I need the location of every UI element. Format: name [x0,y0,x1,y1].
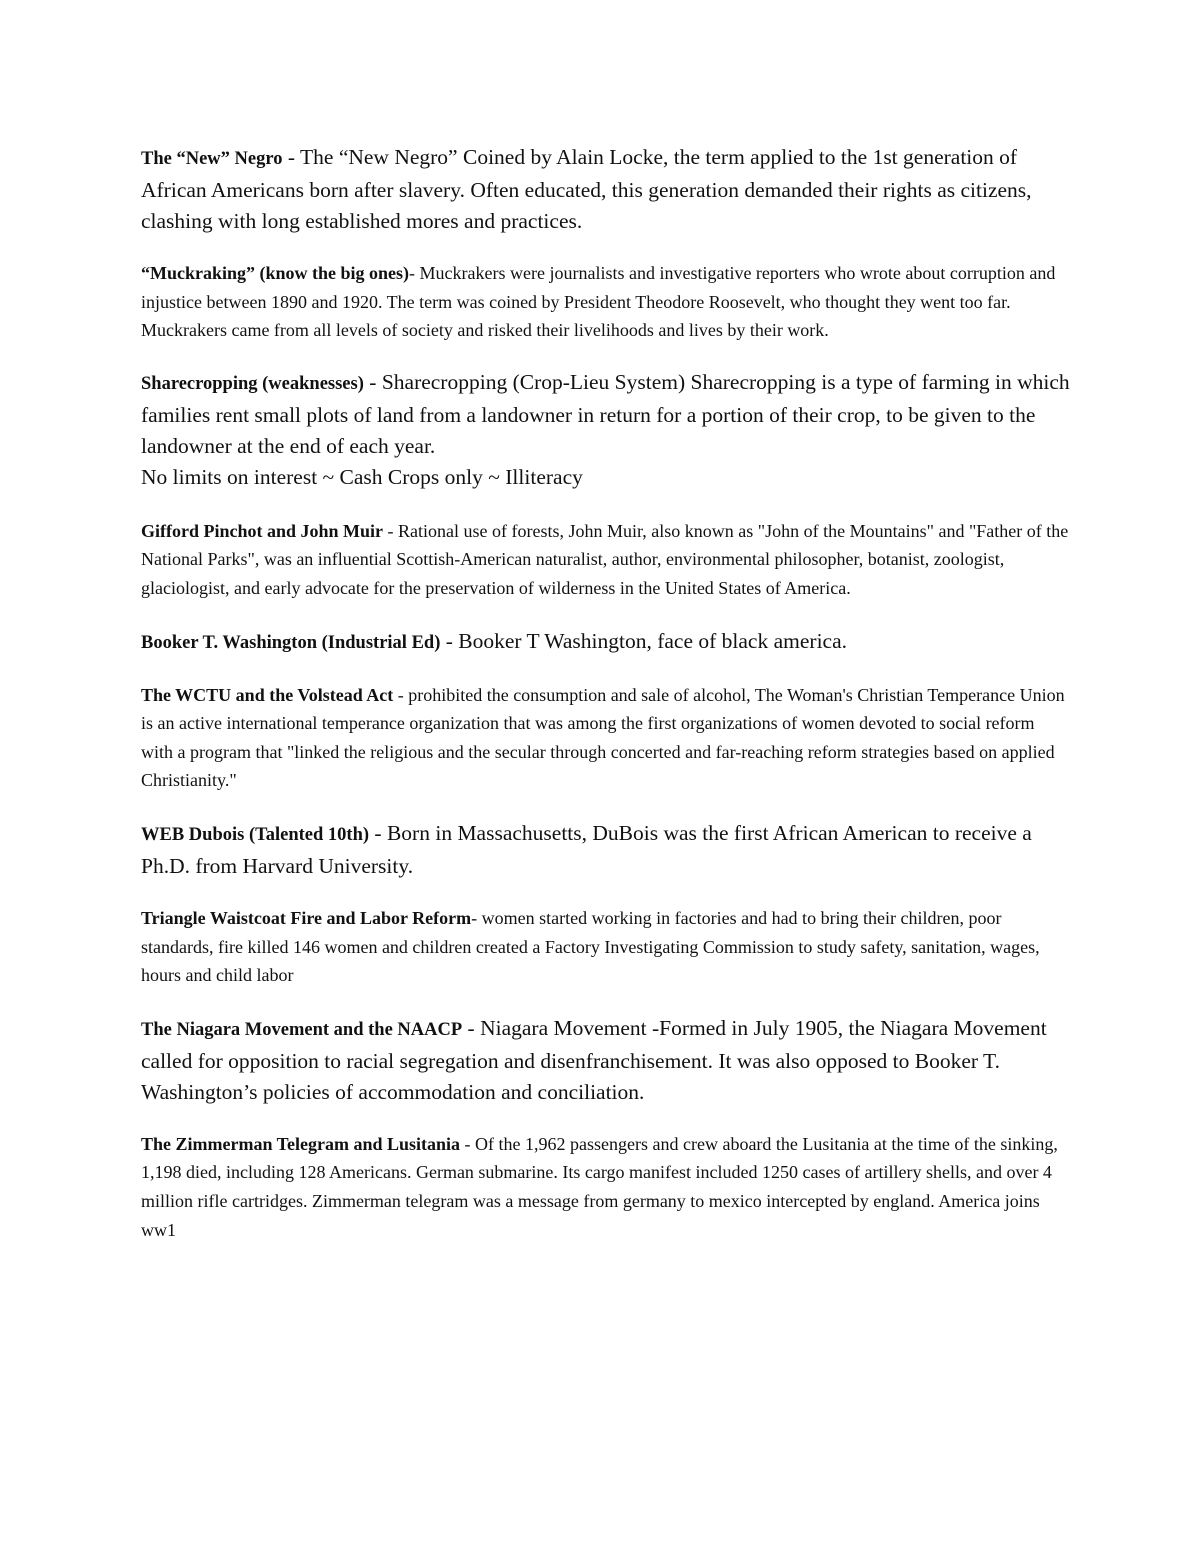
entry-text: Booker T Washington, face of black america. [458,628,848,653]
entry-term: WEB Dubois (Talented 10th) [141,824,370,845]
document-body [141,142,1071,1244]
entry-term: Sharecropping (weaknesses) [141,373,364,394]
entry-separator: - [393,684,409,705]
entry-text: women started working in factories and had to bring their children, poor standards, fire killed 146 women and children created a Factory Investigating Commission to study safety, sanitation, wages, hours and child labor [141,907,1040,986]
entry-term: The WCTU and the Volstead Act [141,684,394,705]
entry-wctu-volstead [141,681,1071,795]
entry-muckraking [141,259,1071,345]
entry-text: Of the 1,962 passengers and crew aboard the Lusitania at the time of the sinking, 1,198 died, including 128 Americans. German submarine. Its cargo manifest included 1250 cases of artillery shells, and over 4 million rifle cartridges. Zimmerman telegram was a message from germany to mexico intercepted by england. America joins ww1 [141,1133,1058,1240]
entry-text: Muckrakers were journalists and investigative reporters who wrote about corruption and injustice between 1890 and 1920. The term was coined by President Theodore Roosevelt, who thought they went too far. Muckrakers came from all levels of society and risked their livelihoods and lives by their work. [141,263,1056,341]
entry-new-negro [141,142,1071,237]
entry-separator: - [471,907,482,928]
entry-term: The Zimmerman Telegram and Lusitania [141,1133,461,1154]
entry-triangle-fire [141,904,1071,990]
entry-separator: - [440,628,459,653]
entry-web-dubois [141,818,1071,882]
entry-separator: - [363,369,382,394]
entry-separator: - [409,263,420,283]
entry-separator: - [282,145,301,169]
entry-sharecropping [141,367,1071,493]
entry-term: The “New” Negro [141,149,283,169]
entry-zimmerman-lusitania [141,1130,1071,1244]
entry-term: Gifford Pinchot and John Muir [141,520,384,541]
entry-extra-line: No limits on interest ~ Cash Crops only ~ Illiteracy [141,464,583,489]
entry-text: prohibited the consumption and sale of alcohol, The Woman's Christian Temperance Union is an active international temperance organization that was among the first organizations of women devoted to social reform with a program that "linked the religious and the secular through concerted and far-reaching reform strategies based on applied Christianity." [141,684,1065,791]
entry-text: Sharecropping (Crop-Lieu System) Sharecropping is a type of farming in which families rent small plots of land from a landowner in return for a portion of their crop, to be given to the landowner at the end of each year. [141,369,1070,458]
entry-text: Born in Massachusetts, DuBois was the first African American to receive a Ph.D. from Harvard University. [141,820,1032,878]
entry-term: The Niagara Movement and the NAACP [141,1019,463,1040]
entry-term: Triangle Waistcoat Fire and Labor Reform [141,907,472,928]
entry-text: Niagara Movement -Formed in July 1905, the Niagara Movement called for opposition to racial segregation and disenfranchisement. It was also opposed to Booker T. Washington’s policies of accommodation and conciliation. [141,1015,1047,1104]
entry-pinchot-muir [141,517,1071,603]
entry-separator: - [462,1015,481,1040]
entry-niagara-naacp [141,1013,1071,1108]
entry-separator: - [369,820,387,845]
entry-separator: - [383,520,399,541]
entry-booker-washington [141,626,1071,659]
entry-term: Booker T. Washington (Industrial Ed) [141,632,441,653]
entry-separator: - [460,1133,476,1154]
entry-term: “Muckraking” (know the big ones) [141,263,410,283]
entry-text: Rational use of forests, John Muir, also known as "John of the Mountains" and "Father of the National Parks", was an influential Scottish-American naturalist, author, environmental philosopher, botanist, zoologist, glaciologist, and early advocate for the preservation of wilderness in the United States of America. [141,520,1069,598]
entry-text: The “New Negro” Coined by Alain Locke, the term applied to the 1st generation of African Americans born after slavery. Often educated, this generation demanded their rights as citizens, clashing with long established mores and practices. [141,145,1032,233]
